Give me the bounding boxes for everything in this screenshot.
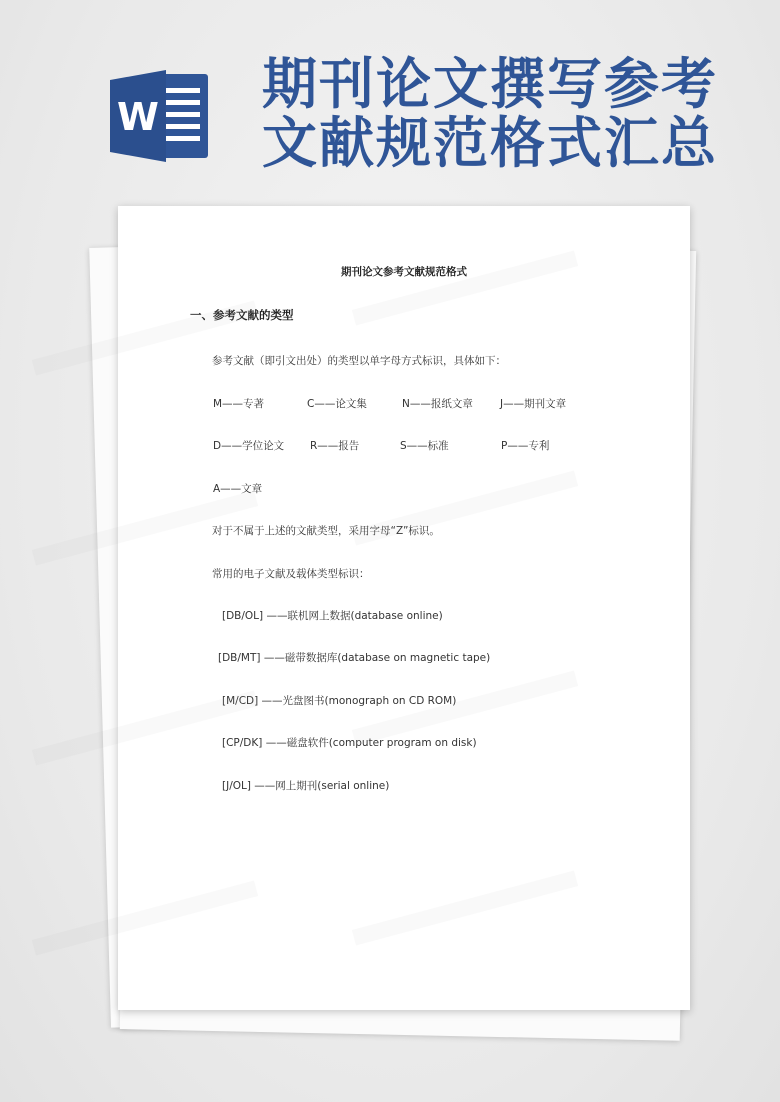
electronic-type-item: [J/OL] ——网上期刊(serial online) (222, 780, 390, 792)
section-heading: 一、参考文献的类型 (190, 308, 294, 322)
intro-paragraph: 参考文献（即引文出处）的类型以单字母方式标识，具体如下： (212, 355, 506, 367)
type-item: P——专利 (501, 440, 550, 452)
type-item: D——学位论文 (213, 440, 285, 452)
electronic-type-item: [CP/DK] ——磁盘软件(computer program on disk) (222, 737, 477, 749)
electronic-intro: 常用的电子文献及载体类型标识： (212, 568, 370, 580)
type-item: M——专著 (213, 398, 265, 410)
electronic-type-item: [M/CD] ——光盘图书(monograph on CD ROM) (222, 695, 457, 707)
word-logo-icon (110, 70, 210, 162)
type-item: J——期刊文章 (500, 398, 567, 410)
logo-letter: W (117, 95, 159, 139)
electronic-type-item: [DB/OL] ——联机网上数据(database online) (222, 610, 443, 622)
electronic-type-item: [DB/MT] ——磁带数据库(database on magnetic tape) (218, 652, 491, 664)
other-type-note: 对于不属于上述的文献类型，采用字母“Z”标识。 (212, 525, 440, 537)
type-item: C——论文集 (307, 398, 367, 410)
banner-title-line1: 期刊论文撰写参考 (262, 51, 719, 116)
type-item: N——报纸文章 (402, 398, 473, 410)
type-item: S——标准 (400, 440, 449, 452)
document-title: 期刊论文参考文献规范格式 (341, 266, 467, 278)
banner-title-line2: 文献规范格式汇总 (262, 110, 719, 175)
type-item: A——文章 (213, 483, 263, 495)
type-item: R——报告 (310, 440, 360, 452)
